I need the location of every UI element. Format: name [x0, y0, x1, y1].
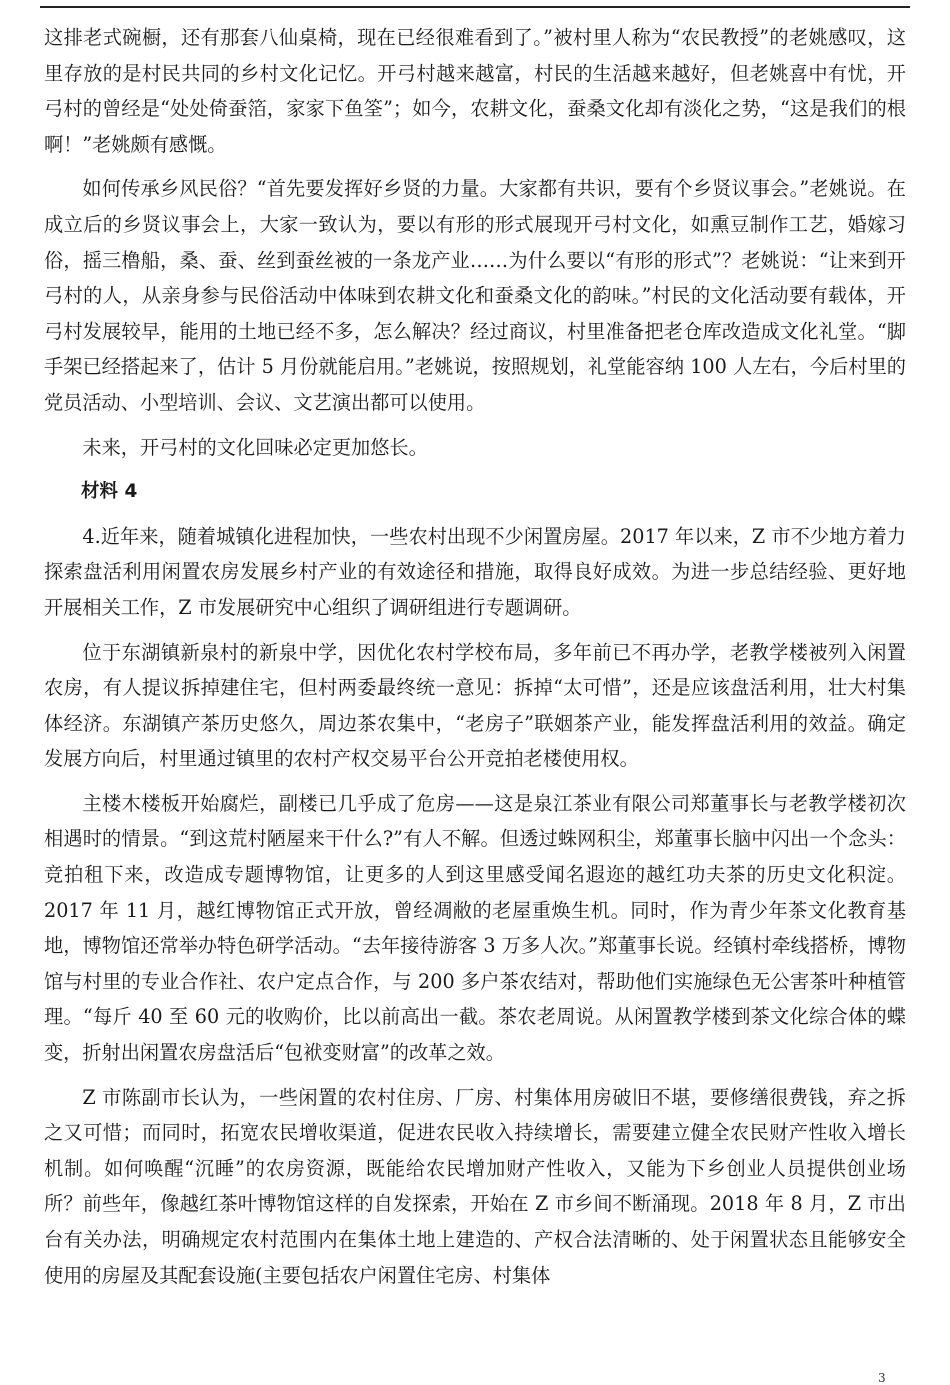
paragraph: 未来，开弓村的文化回味必定更加悠长。	[82, 435, 428, 459]
paragraph: 这排老式碗橱，还有那套八仙桌椅，现在已经很难看到了。”被村里人称为“农民教授”的老姚感叹，这里存放的是村民共同的乡村文化记忆。开弓村越来越富，村民的生活越来越好，但老姚喜中有忧，开弓村的曾经是“处处倚蚕箔，家家下鱼筌”；如今，农耕文化，蚕桑文化却有淡化之势，“这是我们的根啊！”老姚颇有感慨。	[44, 26, 906, 156]
page-number: 3	[878, 1371, 886, 1385]
paragraph: 主楼木楼板开始腐烂，副楼已几乎成了危房——这是泉江茶业有限公司郑董事长与老教学楼初次相遇时的情景。“到这荒村陋屋来干什么?”有人不解。但透过蛛网积尘，郑董事长脑中闪出一个念头：竞拍租下来，改造成专题博物馆，让更多的人到这里感受闻名遐迩的越红功夫茶的历史文化积淀。2017 年 11 月，越红博物馆正式开放，曾经凋敝的老屋重焕生机。同时，作为青少年茶文化教育基地，博物馆还常举办特色研学活动。“去年接待游客 3 万多人次。”郑董事长说。经镇村牵线搭桥，博物馆与村里的专业合作社、农户定点合作，与 200 多户茶农结对，帮助他们实施绿色无公害茶叶种植管理。“每斤 40 至 60 元的收购价，比以前高出一截。茶农老周说。从闲置教学楼到茶文化综合体的蝶变，折射出闲置农房盘活后“包袱变财富”的改革之效。	[44, 791, 906, 1065]
section-heading: 材料 4	[81, 481, 138, 503]
paragraph: 4.近年来，随着城镇化进程加快，一些农村出现不少闲置房屋。2017 年以来，Z 市不少地方着力探索盘活利用闲置农房发展乡村产业的有效途径和措施，取得良好成效。为进一步总结经验、更好地开展相关工作，Z 市发展研究中心组织了调研组进行专题调研。	[44, 524, 906, 619]
paragraph: 如何传承乡风民俗？“首先要发挥好乡贤的力量。大家都有共识，要有个乡贤议事会。”老姚说。在成立后的乡贤议事会上，大家一致认为，要以有形的形式展现开弓村文化，如熏豆制作工艺，婚嫁习俗，摇三橹船，桑、蚕、丝到蚕丝被的一条龙产业……为什么要以“有形的形式”？老姚说：“让来到开弓村的人，从亲身参与民俗活动中体味到农耕文化和蚕桑文化的韵味。”村民的文化活动要有载体，开弓村发展较早，能用的土地已经不多，怎么解决？经过商议，村里准备把老仓库改造成文化礼堂。“脚手架已经搭起来了，估计 5 月份就能启用。”老姚说，按照规划，礼堂能容纳 100 人左右，今后村里的党员活动、小型培训、会议、文艺演出都可以使用。	[44, 177, 906, 414]
paragraph: 位于东湖镇新泉村的新泉中学，因优化农村学校布局，多年前已不再办学，老教学楼被列入闲置农房，有人提议拆掉建住宅，但村两委最终统一意见：拆掉“太可惜”，还是应该盘活利用，壮大村集体经济。东湖镇产茶历史悠久，周边茶农集中，“老房子”联姻茶产业，能发挥盘活利用的效益。确定发展方向后，村里通过镇里的农村产权交易平台公开竞拍老楼使用权。	[44, 640, 906, 771]
paragraph: Z 市陈副市长认为，一些闲置的农村住房、厂房、村集体用房破旧不堪，要修缮很费钱，弃之拆之又可惜；而同时，拓宽农民增收渠道，促进农民收入持续增长，需要建立健全农民财产性收入增长机制。如何唤醒“沉睡”的农房资源，既能给农民增加财产性收入，又能为下乡创业人员提供创业场所？前些年，像越红茶叶博物馆这样的自发探索，开始在 Z 市乡间不断涌现。2018 年 8 月，Z 市出台有关办法，明确规定农村范围内在集体土地上建造的、产权合法清晰的、处于闲置状态且能够安全使用的房屋及其配套设施(主要包括农户闲置住宅房、村集体	[44, 1085, 906, 1287]
top-rule	[40, 6, 910, 8]
document-body	[44, 20, 906, 1302]
